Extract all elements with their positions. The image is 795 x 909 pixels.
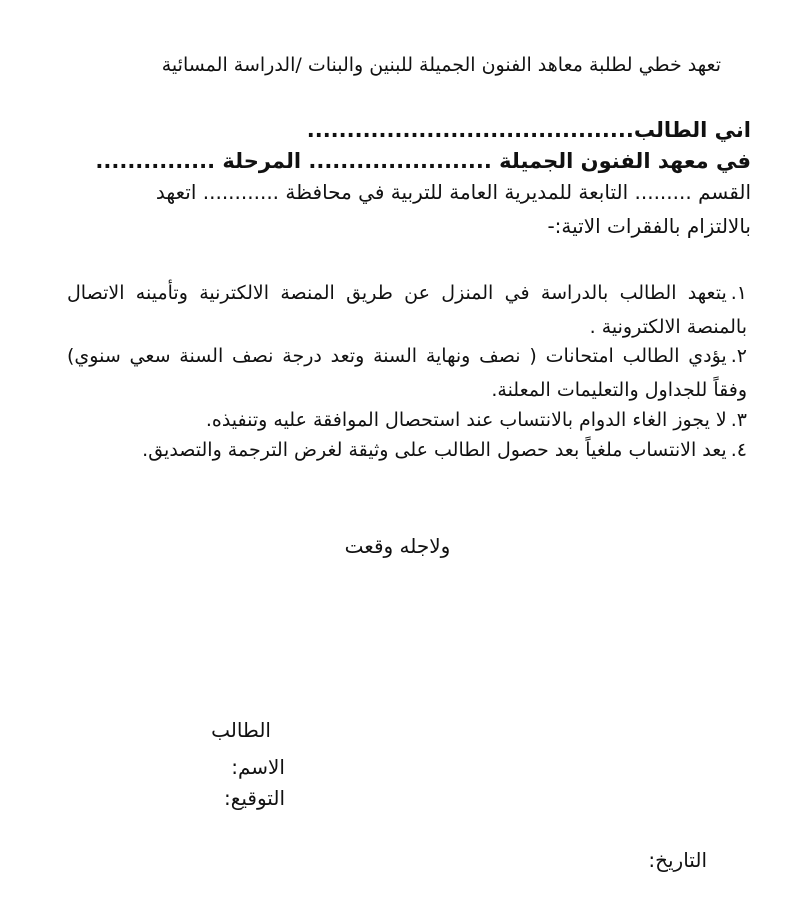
student-signature-label: الطالب (211, 718, 271, 742)
department-directorate-line: القسم ......... التابعة للمديرية العامة للتربية في محافظة ............ اتعهد (155, 180, 751, 204)
pledge-item-3-number: ٣. (730, 409, 747, 431)
pledge-item-1-text: يتعهد الطالب بالدراسة في المنزل عن طريق المنصة الالكترنية وتأمينه الاتصال بالمنصة الالكترونية . (67, 282, 747, 338)
document-title: تعهد خطي لطلبة معاهد الفنون الجميلة للبنين والبنات /الدراسة المسائية (161, 54, 721, 76)
student-signature-field-label: التوقيع: (224, 786, 285, 810)
pledge-item-4-number: ٤. (730, 439, 747, 461)
pledge-item-2-text: يؤدي الطالب امتحانات ( نصف ونهاية السنة وتعد درجة نصف السنة سعي سنوي) وفقاً للجداول والتعليمات المعلنة. (67, 345, 747, 401)
date-label: التاريخ: (648, 848, 707, 872)
pledge-item-3 (67, 403, 747, 437)
pledge-item-2-number: ٢. (730, 345, 747, 367)
pledge-item-2 (67, 339, 747, 407)
pledge-item-1-number: ١. (730, 282, 747, 304)
student-name-line: اني الطالب......................................... (306, 118, 751, 142)
institute-stage-line: في معهد الفنون الجميلة ....................... المرحلة ............... (95, 149, 751, 173)
pledge-item-4 (67, 433, 747, 467)
pledge-item-4-text: يعد الانتساب ملغياً بعد حصول الطالب على وثيقة لغرض الترجمة والتصديق. (142, 439, 727, 461)
pledge-item-1 (67, 276, 747, 344)
student-name-label: الاسم: (231, 755, 285, 779)
commitment-intro-line: بالالتزام بالفقرات الاتية:- (547, 214, 751, 238)
pledge-item-3-text: لا يجوز الغاء الدوام بالانتساب عند استحصال الموافقة عليه وتنفيذه. (205, 409, 727, 431)
closing-statement: ولاجله وقعت (344, 534, 451, 558)
